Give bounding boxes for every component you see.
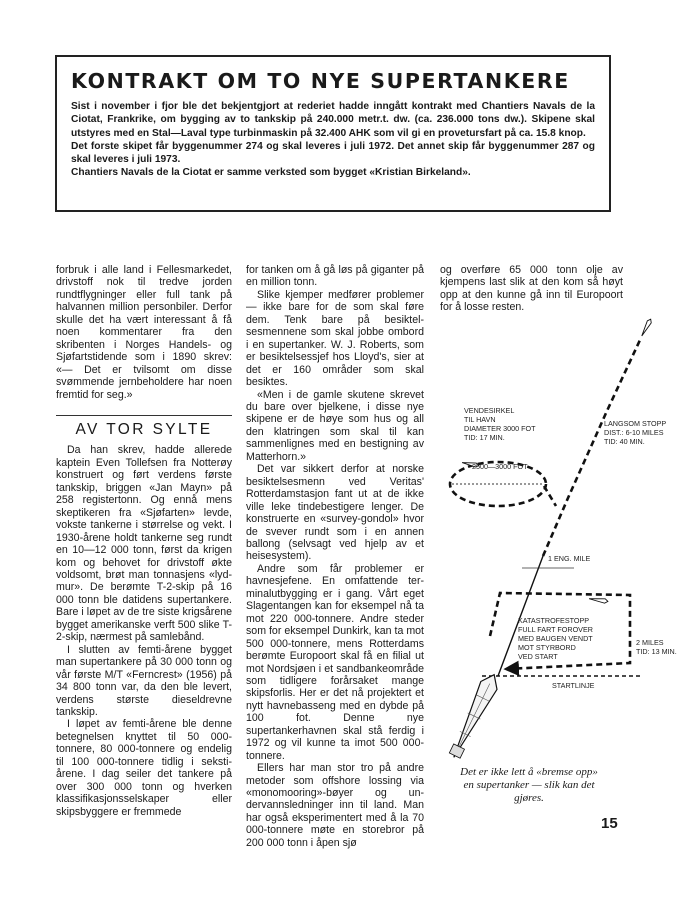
body-paragraph: Andre som får problemer er havnesjefene. En omfattende terminalutbygging er i gang. Vårt eget Slagentangen kan for eksempel nå ta mot 220 000-tonnere. Andre steder som for eksempel Dunkirk, kan ta mot 500 000-tonnere, mens Rotterdams berømte Europoort skal få en filial ut mot Nordsjøen i et sandbankeområde som tidligere forårsaket mange skipsforlis. Her er det nå projektert et nytt havnebasseng med en dybde på 100 fot. Denne nye supertankerhavnen skal stå ferdig i 1972 og vil kunne ta imot 500 000-tonnere. (246, 562, 424, 762)
label-circle: VENDESIRKEL (464, 406, 515, 415)
slow-stop-track (543, 340, 640, 556)
label-slow-stop: TID: 40 MIN. (604, 437, 645, 446)
announcement-title: KONTRAKT OM TO NYE SUPERTANKERE (71, 69, 570, 93)
label-crash-stop: MOT STYRBORD (518, 643, 576, 652)
announcement-paragraph: Det forste skipet får byggenummer 274 og skal leveres i juli 1972. Det annet skip får byggenummer 287 og skal leveres i juli 1973. (71, 140, 595, 166)
body-paragraph: «Men i de gamle skutene skrevet du bare over bjelkene, i disse nye skipene er de høye som hus og all den klatringen som skal til kan sammenlignes med en bestigning av Matterhorn.» (246, 388, 424, 463)
label-two-miles: TID: 13 MIN. (636, 647, 677, 656)
body-paragraph: Ellers har man stor tro på andre metoder som offshore lossing via «monomooring»-bøyer og undervannsledninger inn til land. Man har også eksperimentert med å la 70 000-tonnere møte en storebror på 200 000 tonn i åpen sjø (246, 762, 424, 849)
announcement-paragraph: Sist i november i fjor ble det bekjentgjort at rederiet hadde inngått kontrakt med Chantiers Navals de la Ciotat, Frankrike, om bygging av to tankskip på 240.000 metr.t. dw. (ca. 236.000 tons dw.). Skipene skal utstyres med en Stal—Laval type turbinmaskin på 32.400 AHK som vil gi en provetursfart på ca. 15.8 knop. (71, 101, 595, 139)
label-crash-stop: VED START (518, 652, 558, 661)
body-paragraph: I slutten av femti-årene bygget man supertankere på 30 000 tonn og vår første M/T «Ferncrest» (1956) på 34 800 tonn var, da den ble levert, verdens største dieseldrevne tankskip. (56, 643, 232, 718)
body-paragraph: I løpet av femti-årene ble denne betegnelsen knyttet til 50 000-tonnere, 80 000-tonnere og endelig til 100 000-tonnere tidlig i seksti-årene. I dag seiler det tankere på over 300 000 tonn og hverken klassifikasjonsselskaper eller skipsbyggere er fremmede (56, 718, 232, 818)
article-column-3 (440, 264, 623, 314)
body-paragraph: Det var sikkert derfor at norske besiktelsesmenn ved Veritas' Rotterdamstasjon fant ut at de ikke ville leke tindebestigere lenger. De konstruerte en «survey-gondol» hvor de svever rundt som i en annen ballong (selvsagt ved hjelp av et heisesystem). (246, 463, 424, 563)
label-circle: DIAMETER 3000 FOT (464, 424, 536, 433)
announcement-paragraph: Chantiers Navals de la Ciotat er samme verksted som bygget «Kristian Birkeland». (71, 167, 471, 179)
label-mile: 1 ENG. MILE (548, 554, 591, 563)
body-paragraph: Da han skrev, hadde allerede kaptein Even Tollefsen fra Notterøy konstruert og ført verdens første tankskip, briggen «Jan Mayn» på 258 registertonn. Og ennå mens skeptikeren fra «Sjøfarten» levde, vokste tankerne i størrelse og vekt. I 1930-årene holdt tankerne seg rundt en 10—12 000 tonn, først da krigen kom og behovet for drivstoff økte voldsomt, brøt man tonnasjens «lydmur». De berømte T-2-skip på 16 000 tonn ble datidens supertankere. Bare i løpet av de tre siste krigsårene bygget amerikanske verft 500 slike T-2-skip, nærmest på samlebånd. (56, 444, 232, 644)
body-paragraph: Slike kjemper medfører problemer — ikke bare for de som skal føre dem. Tenk bare på besiktelsesmennene som skal jobbe ombord i en supertanker. W. J. Roberts, som er besiktelsessjef hos Lloyd's, sier at det er 160 områder som skal besiktes. (246, 288, 424, 389)
label-crash-stop: MED BAUGEN VENDT (518, 634, 593, 643)
byline-rule (56, 415, 232, 436)
figure-caption: Det er ikke lett å «bremse opp» en supertanker — slik kan det gjøres. (460, 766, 598, 804)
label-circle: TID: 17 MIN. (464, 433, 505, 442)
tanker-icon (446, 671, 503, 762)
label-slow-stop: DIST.: 6-10 MILES (604, 428, 664, 437)
body-paragraph: for tanken om å gå løs på giganter på en million tonn. (246, 264, 424, 289)
article-column-2 (246, 264, 424, 849)
label-crash-stop: KATASTROFESTOPP (518, 616, 590, 625)
body-paragraph: og overføre 65 000 tonn olje av kjempens last slik at den kom så høyt opp at den kunne gå inn til Europoort for å losse resten. (440, 264, 623, 314)
label-slow-stop: LANGSOM STOPP (604, 419, 667, 428)
article-column-1 (56, 264, 232, 818)
circle-connector (544, 486, 556, 506)
ship-icon (589, 597, 608, 604)
label-start-line: STARTLINJE (552, 681, 595, 690)
label-two-miles: 2 MILES (636, 638, 664, 647)
page-number: 15 (601, 815, 618, 832)
announcement-box (55, 55, 611, 212)
ship-icon (640, 318, 653, 337)
stopping-diagram (440, 318, 680, 764)
body-paragraph: forbruk i alle land i Fellesmarkedet, drivstoff nok til tredve jorden rundtflygninger eller full tank på halvannen million personbiler. Derfor skulle det ha vært interessant å få noen kommentarer fra den skribenten i Norges Handels- og Sjøfartstidende som i 1890 skrev: «— Det er tvilsomt om disse svømmende jernbeholdere har noen fremtid for seg.» (56, 264, 232, 401)
label-crash-stop: FULL FART FOROVER (518, 625, 593, 634)
byline-heading: AV TOR SYLTE (75, 420, 213, 438)
label-diameter: 2500—3000 FOT (472, 462, 528, 471)
label-circle: TIL HAVN (464, 415, 496, 424)
